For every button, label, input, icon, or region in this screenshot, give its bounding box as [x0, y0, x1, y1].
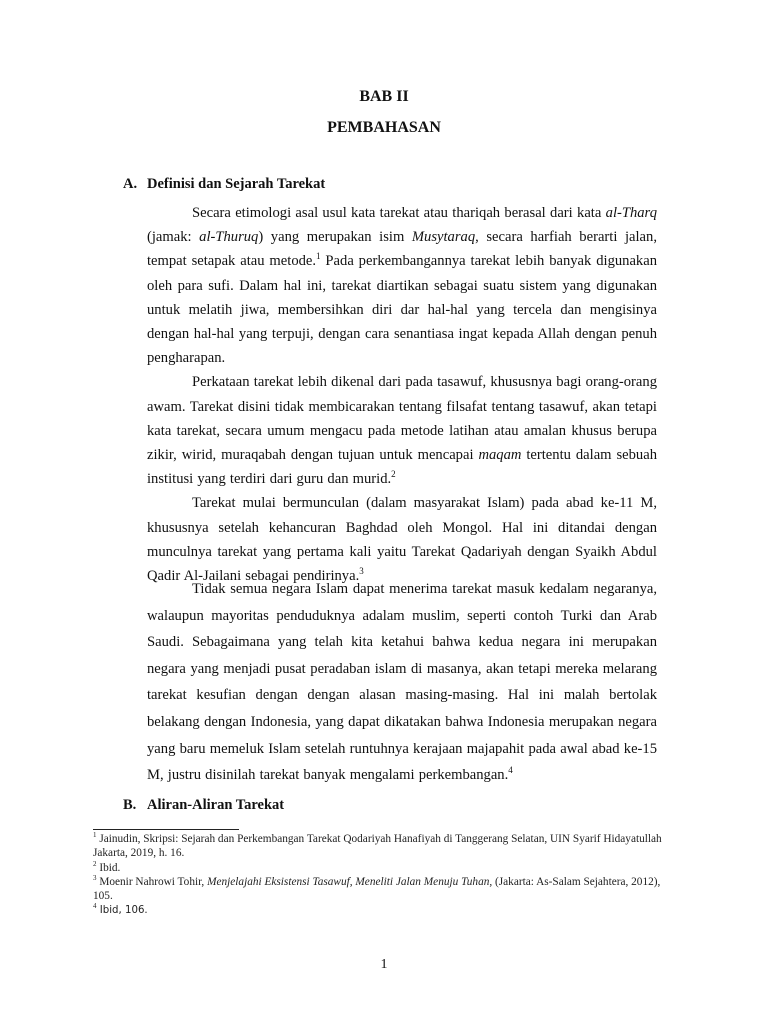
section-a-text-block-2 [147, 576, 657, 789]
footnote [93, 903, 673, 918]
text-run: (jamak: [147, 229, 200, 246]
page-number: 1 [380, 957, 388, 972]
footnote-marker: 3 [93, 874, 97, 883]
footnote [93, 832, 673, 861]
text-run: , secara harfiah berarti jalan, tempat setapak atau metode. [147, 229, 657, 270]
paragraph [147, 370, 657, 491]
text-run: Tidak semua negara Islam dapat menerima tarekat masuk kedalam negaranya, walaupun mayoritas penduduknya adalam muslim, seperti contoh Turki dan Arab Saudi. Sebagaimana yang telah kita ketahui bahwa kedua negara ini merupakan negara yang menjadi pusat peradaban islam di masanya, akan tetapi mereka melarang tarekat kesufian dengan dengan alasan masing-masing. Hal ini malah bertolak belakang dengan Indonesia, yang dapat dikatakan bahwa Indonesia merupakan negara yang baru memeluk Islam setelah runtuhnya kerajaan majapahit pada awal abad ke-15 M, justru disinilah tarekat banyak mengalami perkembangan. [147, 581, 657, 784]
footnote-marker: 3 [359, 566, 364, 577]
chapter-number: BAB II [359, 88, 409, 105]
italic-term: maqam [478, 447, 522, 464]
text-run: ) yang merupakan isim [258, 229, 412, 246]
footnote-marker: 2 [391, 469, 396, 480]
italic-term: Menjelajahi Eksistensi Tasawuf, Meneliti Jalan Menuju Tuhan, [207, 875, 493, 888]
footnote-separator [93, 829, 239, 830]
footnote [93, 861, 673, 875]
text-run: Ibid, 106. [96, 905, 148, 917]
section-a-letter: A. [123, 176, 138, 192]
paragraph [147, 491, 657, 588]
text-run: tertentu dalam sebuah institusi yang terdiri dari guru dan murid. [147, 447, 657, 488]
text-run: Perkataan tarekat lebih dikenal dari pada tasawuf, khususnya bagi orang-orang awam. Tarekat disini tidak membicarakan tentang filsafat tentang tasawuf, akan tetapi kata tarekat, secara umum mengacu pada metode latihan atau amalan khusus berupa zikir, wirid, muraqabah dengan tujuan untuk mencapai [147, 374, 657, 464]
footnote-marker: 1 [93, 831, 97, 840]
chapter-title: PEMBAHASAN [327, 119, 441, 136]
text-run: Moenir Nahrowi Tohir, [96, 875, 208, 888]
text-run: Pada perkembangannya tarekat lebih banyak digunakan oleh para sufi. Dalam hal ini, tarekat diartikan sebagai suatu sistem yang digunakan untuk melatih jiwa, membersihkan diri dar hal-hal yang tercela dan mengisinya dengan hal-hal yang terpuji, dengan cara senantiasa ingat kepada Allah dengan penuh pengharapan. [147, 253, 658, 367]
text-run: Secara etimologi asal usul kata tarekat atau thariqah berasal dari kata [192, 205, 606, 221]
section-b-title: Aliran-Aliran Tarekat [147, 797, 285, 813]
footnote-marker: 4 [93, 902, 97, 911]
footnote [93, 875, 673, 904]
text-run: Tarekat mulai bermunculan (dalam masyarakat Islam) pada abad ke-11 M, khususnya setelah kehancuran Baghdad oleh Mongol. Hal ini ditandai dengan munculnya tarekat yang pertama kali yaitu Tarekat Qadariyah dengan Syaikh Abdul Qadir Al-Jailani sebagai pendirinya. [147, 495, 657, 585]
text-run: (Jakarta: As-Salam Sejahtera, 2012), 105. [93, 875, 661, 903]
section-a-text-block-1 [147, 201, 657, 588]
footnote-marker: 1 [316, 251, 321, 262]
text-run: Ibid. [96, 861, 121, 874]
section-b-letter: B. [123, 797, 137, 813]
italic-term: al-Tharq [605, 205, 657, 221]
section-a-title: Definisi dan Sejarah Tarekat [147, 176, 326, 192]
italic-term: al-Thuruq [199, 229, 259, 246]
paragraph [147, 576, 657, 789]
section-b-heading [123, 797, 284, 814]
section-a-heading [123, 176, 325, 193]
text-run: Jainudin, Skripsi: Sejarah dan Perkembangan Tarekat Qodariyah Hanafiyah di Tanggerang Selatan, UIN Syarif Hidayatullah Jakarta, 2019, h. 16. [93, 833, 662, 860]
paragraph [147, 201, 657, 370]
footnote-marker: 4 [508, 765, 513, 776]
italic-term: Musytaraq [411, 229, 476, 246]
footnote-marker: 2 [93, 859, 97, 868]
footnotes [93, 832, 673, 919]
